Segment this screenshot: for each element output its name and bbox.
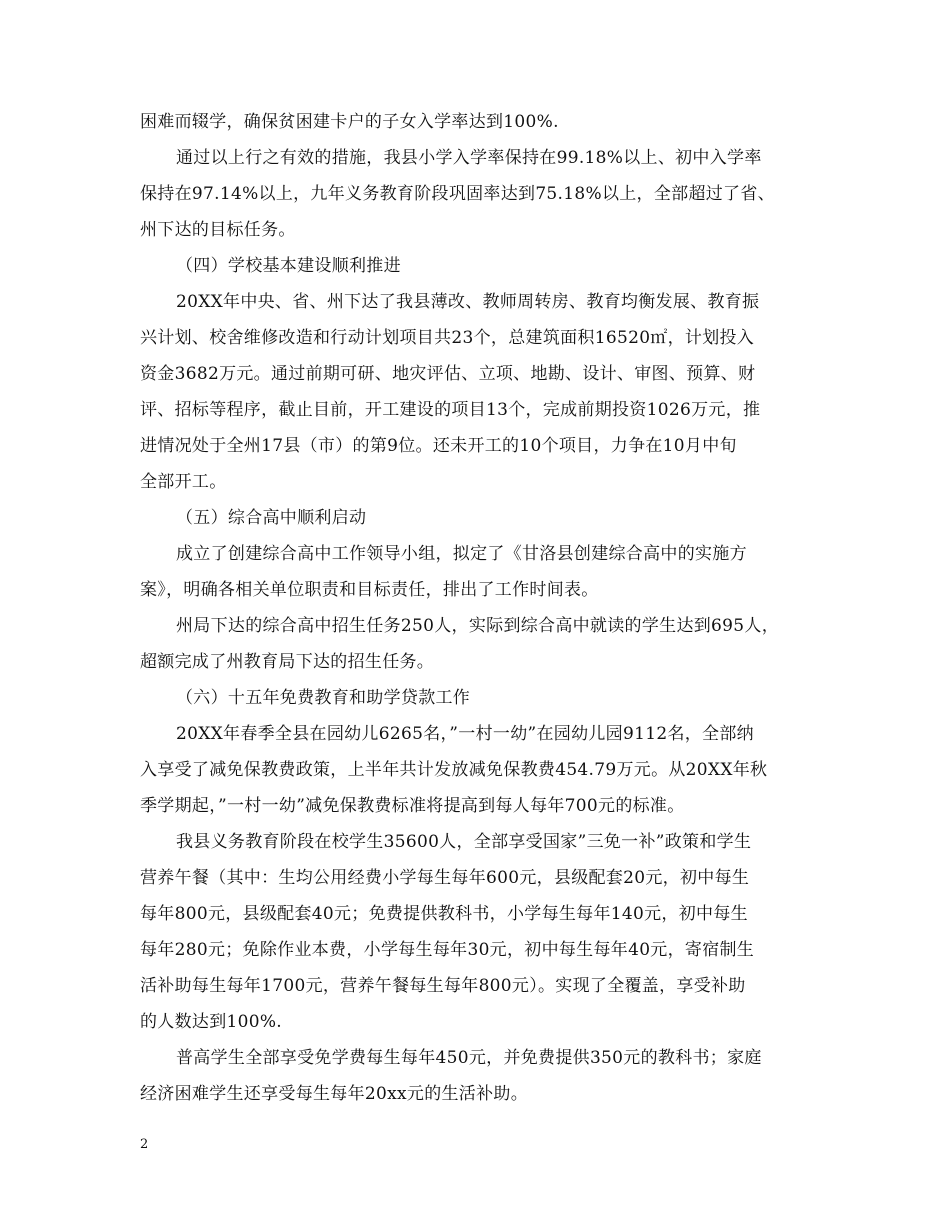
- paragraph-line: 20XX年春季全县在园幼儿6265名，”一村一幼”在园幼儿园9112名，全部纳: [176, 724, 754, 744]
- paragraph-line: 营养午餐（其中：生均公用经费小学每生每年600元，县级配套20元，初中每生: [140, 868, 750, 888]
- paragraph-line: 普高学生全部享受免学费每生每年450元，并免费提供350元的教科书；家庭: [176, 1048, 762, 1068]
- paragraph-line: 通过以上行之有效的措施，我县小学入学率保持在99.18%以上、初中入学率: [176, 148, 762, 168]
- paragraph-line: 州局下达的综合高中招生任务250人，实际到综合高中就读的学生达到695人，: [176, 616, 779, 636]
- paragraph-line: 超额完成了州教育局下达的招生任务。: [140, 652, 435, 672]
- paragraph-line: 保持在97.14%以上，九年义务教育阶段巩固率达到75.18%以上，全部超过了省、: [140, 184, 775, 204]
- paragraph-line: 州下达的目标任务。: [140, 220, 296, 240]
- paragraph-line: 困难而辍学，确保贫困建卡户的子女入学率达到100%.: [140, 112, 559, 132]
- paragraph-line: 经济困难学生还享受每生每年20xx元的生活补助。: [140, 1084, 529, 1104]
- section-heading: （六）十五年免费教育和助学贷款工作: [176, 688, 471, 708]
- paragraph-line: 我县义务教育阶段在校学生35600人，全部享受国家”三免一补”政策和学生: [176, 832, 752, 852]
- paragraph-line: 20XX年中央、省、州下达了我县薄改、教师周转房、教育均衡发展、教育振: [176, 292, 760, 312]
- paragraph-line: 成立了创建综合高中工作领导小组，拟定了《甘洛县创建综合高中的实施方: [176, 544, 747, 564]
- paragraph-line: 活补助每生每年1700元，营养午餐每生每年800元）。实现了全覆盖，享受补助: [140, 976, 746, 996]
- paragraph-line: 进情况处于全州17县（市）的第9位。还未开工的10个项目，力争在10月中旬: [140, 436, 737, 456]
- paragraph-line: 兴计划、校舍维修改造和行动计划项目共23个，总建筑面积16520㎡，计划投入: [140, 328, 755, 348]
- paragraph-line: 入享受了减免保教费政策，上半年共计发放减免保教费454.79万元。从20XX年秋: [140, 760, 768, 780]
- paragraph-line: 资金3682万元。通过前期可研、地灾评估、立项、地勘、设计、审图、预算、财: [140, 364, 756, 384]
- paragraph-line: 季学期起，”一村一幼”减免保教费标准将提高到每人每年700元的标准。: [140, 796, 685, 816]
- paragraph-line: 全部开工。: [140, 472, 227, 492]
- paragraph-line: 案》，明确各相关单位职责和目标责任，排出了工作时间表。: [140, 580, 599, 600]
- section-heading: （五）综合高中顺利启动: [176, 508, 367, 528]
- section-heading: （四）学校基本建设顺利推进: [176, 256, 401, 276]
- page-number: 2: [140, 1137, 149, 1152]
- paragraph-line: 评、招标等程序，截止目前，开工建设的项目13个，完成前期投资1026万元，推: [140, 400, 761, 420]
- paragraph-line: 每年280元；免除作业本费，小学每生每年30元，初中每生每年40元，寄宿制生: [140, 940, 755, 960]
- paragraph-line: 每年800元，县级配套40元；免费提供教科书，小学每生每年140元，初中每生: [140, 904, 748, 924]
- paragraph-line: 的人数达到100%.: [140, 1012, 283, 1032]
